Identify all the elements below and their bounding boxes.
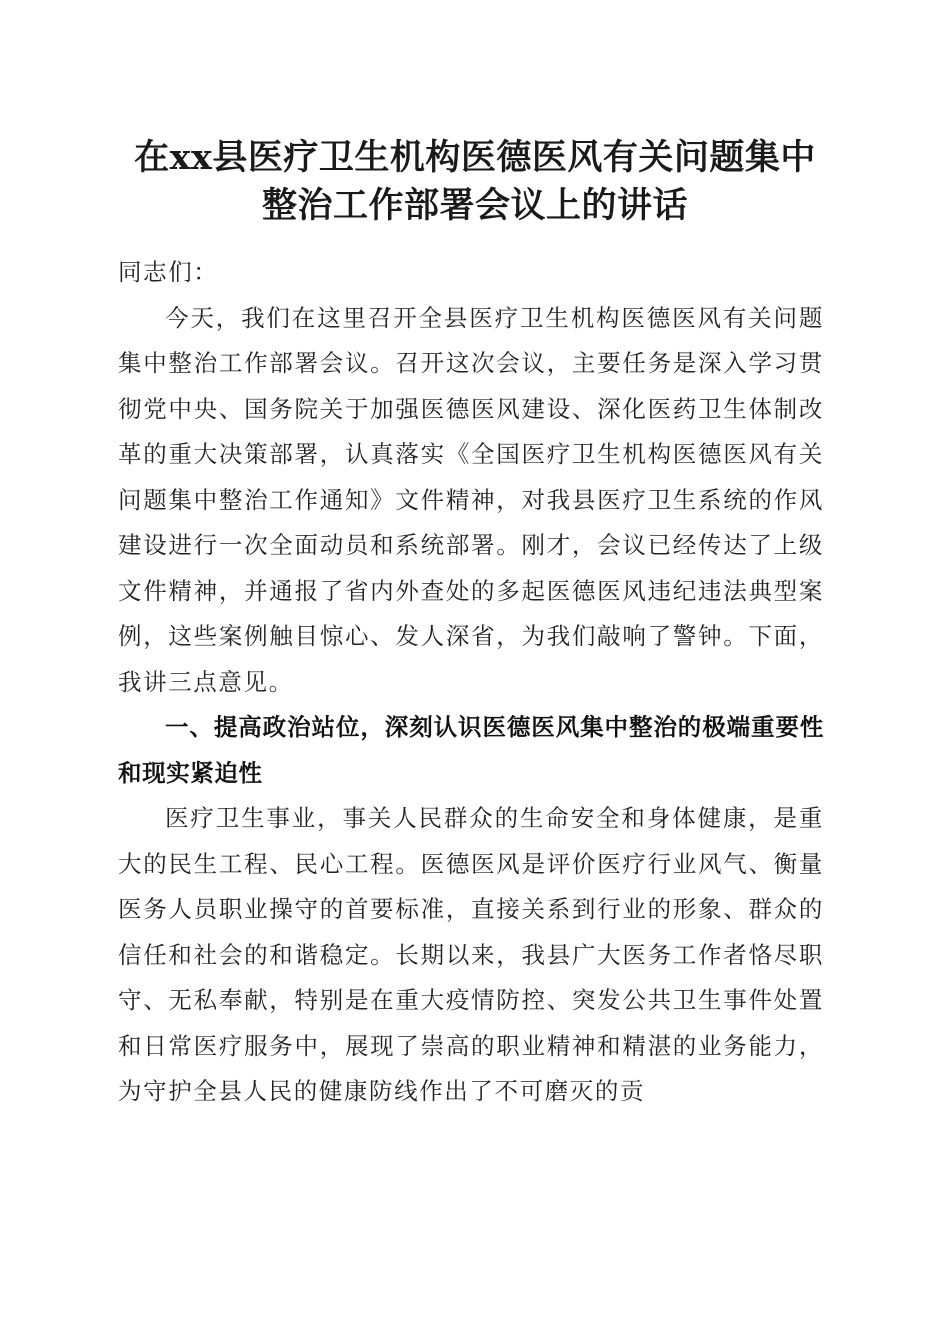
salutation: 同志们： <box>118 258 219 286</box>
paragraph-section-1: 医疗卫生事业，事关人民群众的生命安全和身体健康，是重大的民生工程、民心工程。医德医风是评价医疗行业风气、衡量医务人员职业操守的首要标准，直接关系到行业的形象、群众的信任和社会的和谐稳定。长期以来，我县广大医务工作者恪尽职守、无私奉献，特别是在重大疫情防控、突发公共卫生事件处置和日常医疗服务中，展现了崇高的职业精神和精湛的业务能力，为守护全县人民的健康防线作出了不可磨灭的贡 <box>118 804 824 1105</box>
document-title <box>100 134 850 230</box>
section-heading-1: 一、提高政治站位，深刻认识医德医风集中整治的极端重要性和现实紧迫性 <box>118 713 824 787</box>
document-body <box>118 250 824 1115</box>
title-line-2: 整治工作部署会议上的讲话 <box>261 185 688 226</box>
title-line-1: 在xx县医疗卫生机构医德医风有关问题集中 <box>134 137 816 178</box>
paragraph-opening: 今天，我们在这里召开全县医疗卫生机构医德医风有关问题集中整治工作部署会议。召开这次会议，主要任务是深入学习贯彻党中央、国务院关于加强医德医风建设、深化医药卫生体制改革的重大决策部署，认真落实《全国医疗卫生机构医德医风有关问题集中整治工作通知》文件精神，对我县医疗卫生系统的作风建设进行一次全面动员和系统部署。刚才，会议已经传达了上级文件精神，并通报了省内外查处的多起医德医风违纪违法典型案例，这些案例触目惊心、发人深省，为我们敲响了警钟。下面，我讲三点意见。 <box>118 303 824 696</box>
